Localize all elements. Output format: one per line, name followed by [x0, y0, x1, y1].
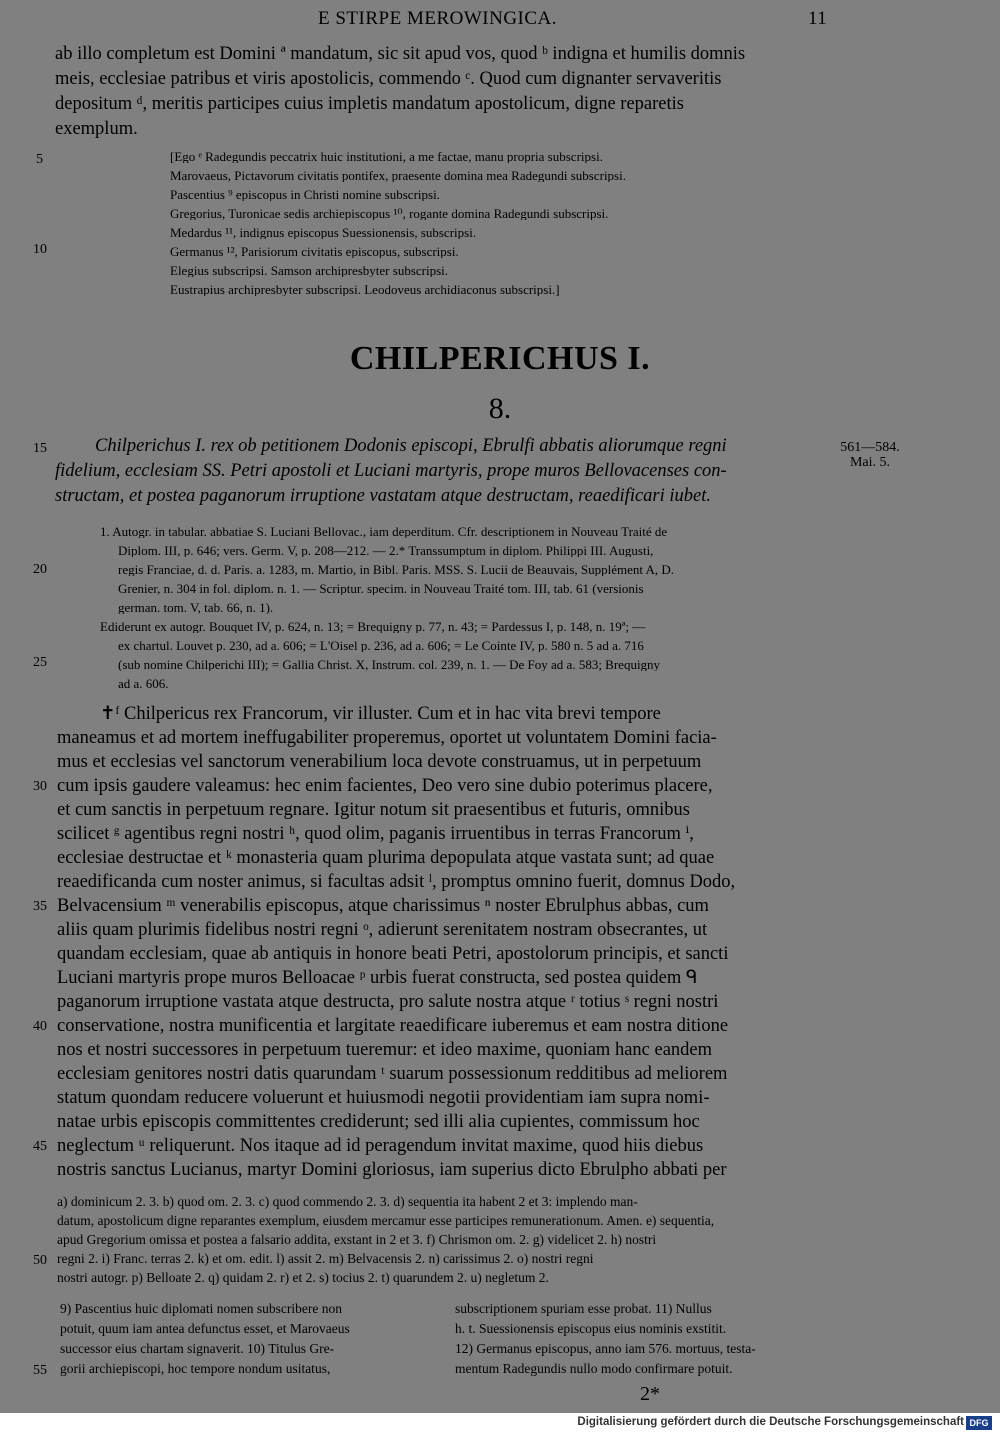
top-text-line: depositum ᵈ, meritis participes cuius impletis mandatum apostolicum, digne reparetis	[55, 95, 684, 114]
main-text-line: ecclesiae destructae et ᵏ monasteria quam plurima depopulata atque vastata sunt; ad quae	[57, 849, 715, 868]
subscription-line: Pascentius ⁹ episcopus in Christi nomine subscripsi.	[170, 188, 440, 201]
variant-line: apud Gregorium omissa et postea a falsario addita, exstant in 2 et 3. f) Chrismon om. 2. g) videlicet 2. h) nostri	[57, 1233, 657, 1247]
main-text-line: scilicet ᵍ agentibus regni nostri ʰ, quod olim, paganis irruentibus in terras Francorum ⁱ,	[57, 825, 694, 844]
section-title: CHILPERICHUS I.	[349, 340, 651, 377]
note-left-line: successor eius chartam signaverit. 10) Titulus Gre-	[60, 1342, 335, 1356]
page-number: 11	[808, 8, 828, 29]
subscription-line: Gregorius, Turonicae sedis archiepiscopus ¹⁰, rogante domina Radegundi subscripsi.	[170, 207, 609, 220]
note-right-line: 12) Germanus episcopus, anno iam 576. mortuus, testa-	[455, 1342, 756, 1356]
regest-line: structam, et postea paganorum irruptione vastatam atque destructam, reaedificari iubet.	[55, 487, 712, 506]
line-number: 30	[33, 779, 47, 794]
document-number: 8.	[488, 392, 512, 425]
main-text-line: ecclesiam genitores nostri datis quarundam ᵗ suarum possessionum redditibus ad meliorem	[57, 1065, 728, 1084]
main-text-line: et cum sanctis in perpetuum regnare. Igitur notum sit praesentibus et futuris, omnibus	[57, 801, 690, 820]
running-title: E STIRPE MEROWINGICA.	[318, 8, 558, 29]
tradition-line: (sub nomine Chilperichi III); = Gallia Christ. X, Instrum. col. 239, n. 1. — De Foy ad a. 583; Brequigny	[118, 658, 661, 671]
date-range: 561—584.	[840, 440, 900, 455]
subscription-line: [Ego ᵉ Radegundis peccatrix huic institutioni, a me factae, manu propria subscripsi.	[170, 150, 603, 163]
main-text-line: aliis quam plurimis fidelibus nostri regni ᵒ, adierunt serenitatem nostram obsecrantes, ut	[57, 921, 708, 940]
line-number: 40	[33, 1019, 47, 1034]
line-number: 25	[33, 655, 47, 670]
main-text-line: quandam ecclesiam, quae ab antiquis in honore beati Petri, apostolorum principis, et sancti	[57, 945, 729, 964]
top-text-line: meis, ecclesiae patribus et viris apostolicis, commendo ᶜ. Quod cum dignanter servaveritis	[55, 70, 722, 89]
main-text-line: Luciani martyris prope muros Belloacae ᵖ urbis fuerat constructa, sed postea quidem ᑫ	[57, 969, 698, 988]
line-number: 55	[33, 1363, 47, 1378]
line-number: 10	[33, 242, 47, 257]
main-text-line: ✝ᶠ Chilpericus rex Francorum, vir illuster. Cum et in hac vita brevi tempore	[100, 705, 661, 724]
variant-line: a) dominicum 2. 3. b) quod om. 2. 3. c) quod commendo 2. 3. d) sequentia ita habent 2 et 3: implendo man-	[57, 1195, 638, 1209]
line-number: 35	[33, 899, 47, 914]
top-text-line: ab illo completum est Domini ª mandatum, sic sit apud vos, quod ᵇ indigna et humilis domnis	[55, 45, 746, 64]
signature-mark: 2*	[640, 1383, 660, 1405]
top-text-line: exemplum.	[55, 120, 138, 139]
tradition-line: ex chartul. Louvet p. 230, ad a. 606; = L'Oisel p. 236, ad a. 606; = Le Cointe IV, p. 580 n. 5 ad a. 716	[118, 639, 644, 652]
note-right-line: h. t. Suessionensis episcopus eius nominis exstitit.	[455, 1322, 727, 1336]
regest-line: Chilperichus I. rex ob petitionem Dodonis episcopi, Ebrulfi abbatis aliorumque regni	[95, 437, 727, 456]
main-text-line: statum quondam reducere voluerunt et huiusmodi negotii providentiam iam supra nomi-	[57, 1089, 710, 1108]
note-left-line: gorii archiepiscopi, hoc tempore nondum usitatus,	[60, 1362, 331, 1376]
tradition-line: german. tom. V, tab. 66, n. 1).	[118, 601, 274, 614]
tradition-line: Diplom. III, p. 646; vers. Germ. V, p. 208—212. — 2.* Transsumptum in diplom. Philippi III. Augusti,	[118, 544, 654, 557]
main-text-line: cum ipsis gaudere valeamus: hec enim facientes, Deo vero sine dubio poterimus placere,	[57, 777, 713, 796]
subscription-line: Elegius subscripsi. Samson archipresbyter subscripsi.	[170, 264, 449, 277]
variant-line: nostri autogr. p) Belloate 2. q) quidam 2. r) et 2. s) tocius 2. t) quarundem 2. u) negletum 2.	[57, 1271, 549, 1285]
line-number: 20	[33, 562, 47, 577]
tradition-line: regis Franciae, d. d. Paris. a. 1283, m. Martio, in Bibl. Paris. MSS. S. Lucii de Beauvais, Supplément A, D.	[118, 563, 675, 576]
main-text-line: reaedificanda cum noster animus, si facultas adsit ˡ, promptus omnino fuerit, domnus Dodo,	[57, 873, 736, 892]
note-left-line: potuit, quum iam antea defunctus esset, et Marovaeus	[60, 1322, 350, 1336]
main-text-line: natae urbis episcopis committentes crediderunt; sed illi alia cupientes, commissum hoc	[57, 1113, 700, 1132]
date-margin	[838, 440, 902, 471]
main-text-line: Belvacensium ᵐ venerabilis episcopus, atque charissimus ⁿ noster Ebrulphus abbas, cum	[57, 897, 709, 916]
main-text-line: mus et ecclesias vel sanctorum venerabilium loca devote construamus, ut in perpetuum	[57, 753, 702, 772]
main-text-line: maneamus et ad mortem ineffugabiliter properemus, oportet ut voluntatem Domini facia-	[57, 729, 717, 748]
tradition-line: ad a. 606.	[118, 677, 169, 690]
funding-credit: Digitalisierung gefördert durch die Deutsche Forschungsgemeinschaft	[577, 1416, 964, 1428]
line-number: 15	[33, 441, 47, 456]
note-right-line: mentum Radegundis nullo modo confirmare potuit.	[455, 1362, 733, 1376]
subscription-line: Eustrapius archipresbyter subscripsi. Leodoveus archidiaconus subscripsi.]	[170, 283, 560, 296]
main-text-line: nos et nostri successores in perpetuum tueremur: et ideo maxime, quoniam hanc eandem	[57, 1041, 713, 1060]
variant-line: regni 2. i) Franc. terras 2. k) et om. edit. l) assit 2. m) Belvacensis 2. n) carissimus 2. o) nostri regni	[57, 1252, 594, 1266]
main-text-line: nostris sanctus Lucianus, martyr Domini gloriosus, iam superius dicto Ebrulpho abbati per	[57, 1161, 727, 1180]
line-number: 50	[33, 1253, 47, 1268]
variant-line: datum, apostolicum digne reparantes exemplum, eiusdem mercamur esse participes remunerationum. Amen. e) sequentia,	[57, 1214, 715, 1228]
subscription-line: Germanus ¹², Parisiorum civitatis episcopus, subscripsi.	[170, 245, 459, 258]
subscription-line: Medardus ¹¹, indignus episcopus Suessionensis, subscripsi.	[170, 226, 477, 239]
line-number: 45	[33, 1139, 47, 1154]
dfg-logo: DFG	[966, 1416, 992, 1430]
tradition-line: 1. Autogr. in tabular. abbatiae S. Luciani Bellovac., iam deperditum. Cfr. descriptionem in Nouveau Traité de	[100, 525, 668, 538]
main-text-line: conservatione, nostra munificentia et largitate reaedificare iuberemus et eam nostra ditione	[57, 1017, 729, 1036]
subscription-line: Marovaeus, Pictavorum civitatis pontifex, praesente domina mea Radegundi subscripsi.	[170, 169, 626, 182]
tradition-line: Ediderunt ex autogr. Bouquet IV, p. 624, n. 13; = Brequigny p. 77, n. 43; = Pardessus I, p. 148, n. 19ª; —	[100, 620, 646, 633]
main-text-line: neglectum ᵘ reliquerunt. Nos itaque ad id peragendum invitat maxime, quod hiis diebus	[57, 1137, 704, 1156]
note-left-line: 9) Pascentius huic diplomati nomen subscribere non	[60, 1302, 342, 1316]
regest-line: fidelium, ecclesiam SS. Petri apostoli et Luciani martyris, prope muros Bellovacenses con-	[55, 462, 727, 481]
tradition-line: Grenier, n. 304 in fol. diplom. n. 1. — Scriptur. specim. in Nouveau Traité tom. III, tab. 61 (versionis	[118, 582, 644, 595]
note-right-line: subscriptionem spuriam esse probat. 11) Nullus	[455, 1302, 712, 1316]
line-number: 5	[36, 152, 43, 167]
main-text-line: paganorum irruptione vastata atque destructa, pro salute nostra atque ʳ totius ˢ regni nostri	[57, 993, 719, 1012]
date-day: Mai. 5.	[849, 455, 891, 471]
